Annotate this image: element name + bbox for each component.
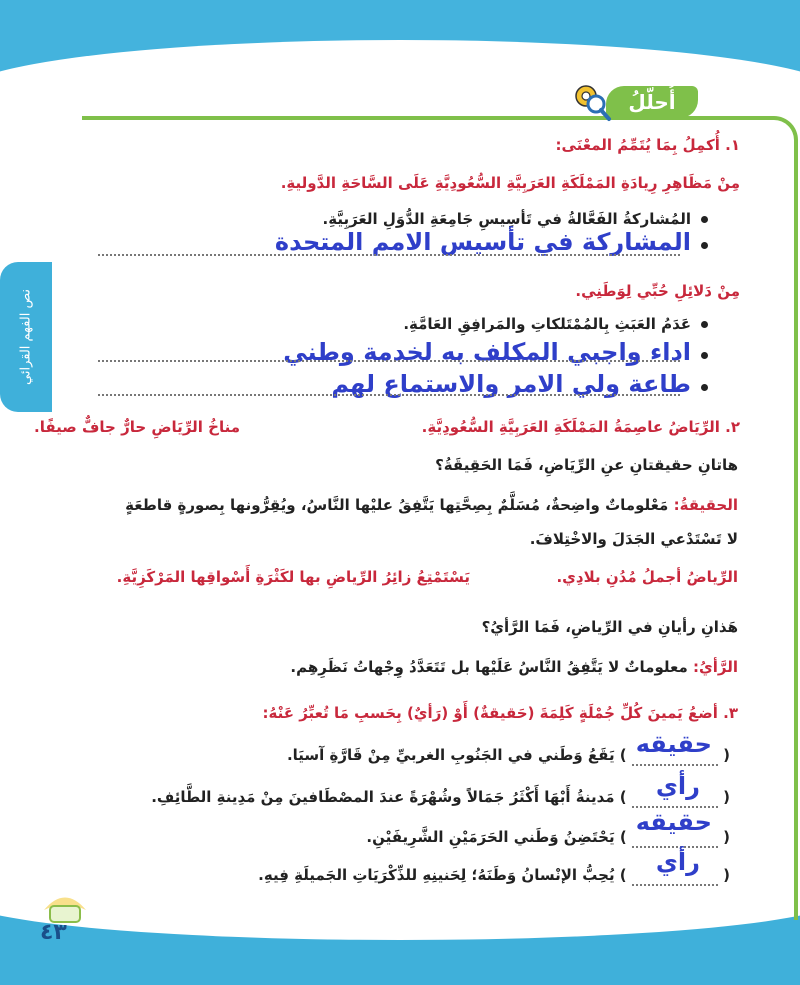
answer-slot[interactable]: [632, 808, 718, 848]
table-row: [151, 772, 730, 808]
row-sentence: ) يَحْتَضِنُ وَطَني الحَرَمَيْنِ الشَّرِيفَيْنِ.: [366, 828, 627, 846]
q1-heading-a: مِنْ مَظَاهِرِ رِيادَةِ المَمْلَكَةِ العَرَبِيَّةِ السُّعُودِيَّةِ عَلَى السَّاحَةِ الدَّوليةِ.: [280, 174, 740, 192]
opinion-definition-text: معلوماتٌ لا يَتَّفِقُ النَّاسُ عَلَيْها بل تَتَعَدَّدُ وِجْهاتُ نَظَرِهِم.: [290, 658, 688, 676]
list-item: [275, 228, 708, 256]
open-paren: (: [723, 866, 730, 884]
q3-prompt: ٣. أضعُ يَمينَ كُلِّ جُمْلَةٍ كَلِمَةَ (حَقيقةٌ) أَوْ (رَأيٌ) بِحَسبِ مَا تُعبِّرُ عَنْهُ:: [262, 704, 738, 722]
list-item-text: المُشاركةُ الفَعَّالةُ في تَأسِيسِ جَامِعَةِ الدُّوَلِ العَرَبِيَّةِ.: [322, 210, 691, 228]
fact-definition-line2: لا تَسْتَدْعي الجَدَلَ والاخْتِلافَ.: [529, 530, 738, 548]
handwritten-answer[interactable]: المشاركة في تأسيس الامم المتحدة: [274, 228, 691, 256]
table-row: [286, 730, 730, 766]
answer-line: [98, 360, 680, 362]
row-sentence: ) يَقَعُ وَطَني في الجَنُوبِ الغربيِّ مِنْ قَارَّةِ آسيَا.: [286, 746, 627, 764]
opinion-question: هَذانِ رأيانِ في الرِّياضِ، فَمَا الرَّأيُ؟: [481, 618, 738, 636]
answer-slot[interactable]: [632, 848, 718, 886]
table-row: [366, 808, 730, 848]
opinion-example-1: الرِّياضُ أجملُ مُدُنِ بلادِي.: [556, 568, 738, 586]
opinion-definition: [290, 658, 738, 676]
bullet-icon: [701, 352, 708, 359]
row-sentence: ) يُحِبُّ الإنْسانُ وَطَنَهُ؛ لِحَنينِهِ للذِّكْرَيَاتِ الجَميلَةِ فِيهِ.: [258, 866, 627, 884]
handwritten-answer: رأي: [655, 772, 700, 800]
answer-line: [98, 254, 680, 256]
list-item: [323, 210, 708, 228]
side-tab: نص الفهم القرائي: [0, 262, 52, 412]
open-paren: (: [723, 788, 730, 806]
handwritten-answer[interactable]: طاعة ولي الامر والاستماع لهم: [331, 370, 691, 398]
answer-line: [98, 394, 680, 396]
section-title: أُحلّلُ: [606, 86, 698, 118]
page-number: ٤٣: [40, 920, 67, 945]
magnifier-gear-icon: [572, 82, 612, 122]
fact-definition-text: مَعْلوماتٌ واضِحةٌ، مُسَلَّمٌ بِصِحَّتِها يَتَّفِقُ عليْها النَّاسُ، ويُقِرُّونها بِصورةٍ قاطعَةٍ: [125, 496, 669, 514]
handwritten-answer: حقيقه: [635, 730, 712, 758]
handwritten-answer: رأي: [655, 848, 700, 876]
open-paren: (: [723, 746, 730, 764]
list-item: [403, 315, 708, 333]
fact-example-2: مناخُ الرِّيَاضِ حارٌّ جافٌّ صيفًا.: [34, 418, 240, 436]
row-sentence: ) مَدينةُ أَبْهَا أَكْثَرُ جَمَالاً وشُهْرَةً عندَ المصْطَافينَ مِنْ مَدِينةِ الطَّائِفِ.: [151, 788, 627, 806]
opinion-label: الرَّأيُ:: [693, 658, 738, 676]
handwritten-answer: حقيقه: [635, 808, 712, 836]
q1-heading-b: مِنْ دَلائِلِ حُبِّي لِوَطَنِي.: [575, 282, 740, 300]
fact-example-1: ٢. الرِّيَاضُ عاصِمَةُ المَمْلَكَةِ العَرَبِيَّةِ السُّعُودِيَّةِ.: [421, 418, 740, 436]
q1-prompt: ١. أُكمِلُ بِمَا يُتَمِّمُ المعْنَى:: [555, 136, 740, 154]
fact-label: الحقيقةُ:: [673, 496, 738, 514]
bullet-icon: [701, 321, 708, 328]
answer-slot[interactable]: [632, 772, 718, 808]
answer-slot[interactable]: [632, 730, 718, 766]
opinion-example-2: يَسْتَمْتِعُ زائِرُ الرِّياضِ بها لكَثْرَةِ أَسْواقِها المَرْكَزِيَّةِ.: [116, 568, 470, 586]
fact-question: هاتانِ حقيقتانِ عنِ الرِّيَاضِ، فَمَا الحَقِيقَةُ؟: [435, 456, 738, 474]
bullet-icon: [701, 216, 708, 223]
list-item-text: عَدَمُ العَبَثِ بِالمُمْتَلكاتِ والمَرافِقِ العَامَّةِ.: [403, 315, 691, 333]
open-paren: (: [723, 828, 730, 846]
fact-definition: [125, 496, 738, 514]
bullet-icon: [701, 384, 708, 391]
table-row: [258, 848, 730, 886]
bullet-icon: [701, 242, 708, 249]
handwritten-answer[interactable]: اداء واجبي المكلف به لخدمة وطني: [283, 338, 691, 366]
